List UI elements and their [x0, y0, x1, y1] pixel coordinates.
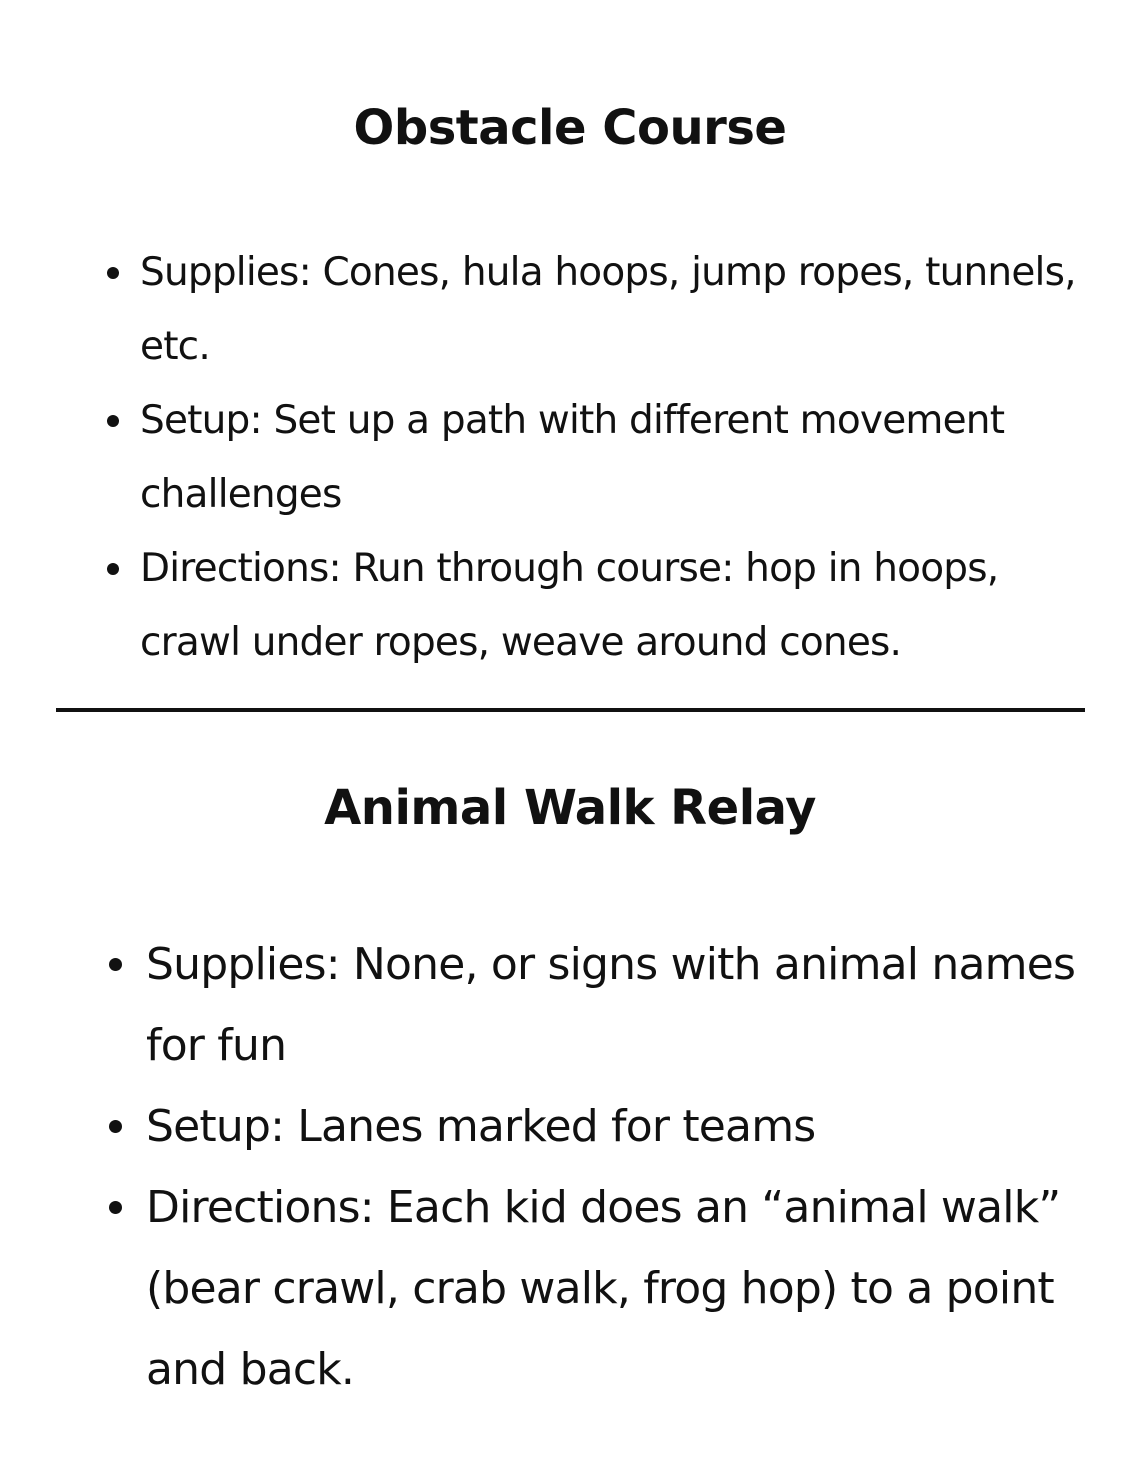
list-item-text: Directions: Run through course: hop in hoops, crawl under ropes, weave around cones.	[140, 546, 999, 665]
bullet-icon	[109, 958, 122, 971]
section-title-obstacle-course: Obstacle Course	[353, 100, 787, 156]
obstacle-course-list	[140, 236, 1080, 680]
bullet-icon	[107, 267, 119, 279]
bullet-icon	[107, 415, 119, 427]
animal-walk-relay-list	[146, 924, 1076, 1410]
bullet-icon	[109, 1120, 122, 1133]
list-item-directions	[146, 1167, 1076, 1410]
list-item-text: Directions: Each kid does an “animal walk” (bear crawl, crab walk, frog hop) to a point and back.	[146, 1182, 1061, 1395]
bullet-icon	[109, 1201, 122, 1214]
bullet-icon	[107, 563, 119, 575]
list-item-text: Setup: Lanes marked for teams	[146, 1101, 816, 1152]
list-item-directions	[140, 532, 1080, 680]
list-item-setup	[146, 1086, 1076, 1167]
list-item-supplies	[146, 924, 1076, 1086]
list-item-text: Setup: Set up a path with different movement challenges	[140, 398, 1005, 517]
list-item-supplies	[140, 236, 1080, 384]
section-title-animal-walk-relay: Animal Walk Relay	[324, 780, 816, 836]
list-item-setup	[140, 384, 1080, 532]
section-divider	[56, 708, 1085, 712]
list-item-text: Supplies: None, or signs with animal names for fun	[146, 939, 1076, 1071]
list-item-text: Supplies: Cones, hula hoops, jump ropes, tunnels, etc.	[140, 250, 1076, 369]
